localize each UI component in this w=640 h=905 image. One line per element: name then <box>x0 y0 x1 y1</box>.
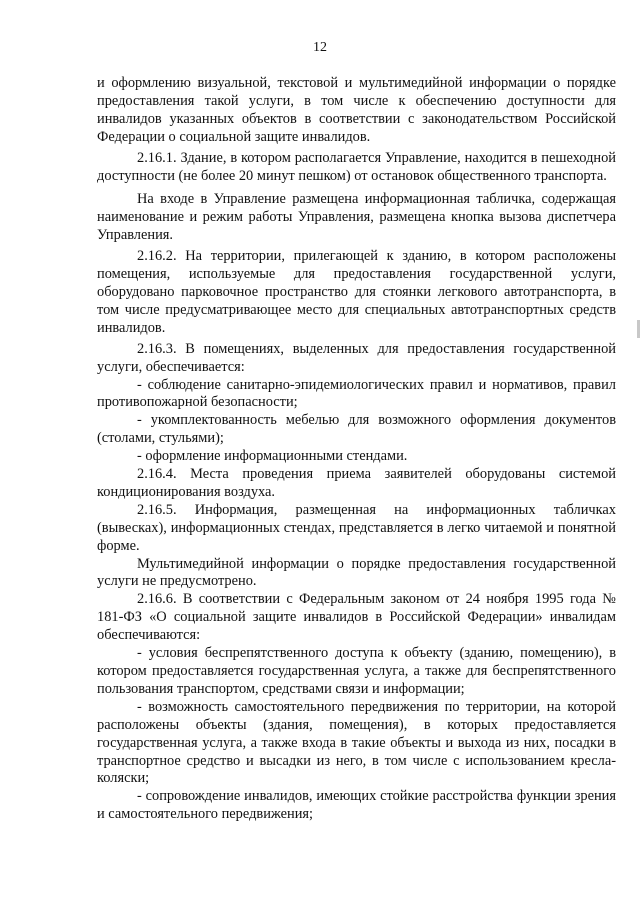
paragraph-2-16-6: 2.16.6. В соответствии с Федеральным законом от 24 ноября 1995 года № 181-ФЗ «О социальной защите инвалидов в Российской Федерации» инвалидам обеспечиваются: <box>97 591 616 644</box>
paragraph-continuation: и оформлению визуальной, текстовой и мультимедийной информации о порядке предоставления такой услуги, в том числе к обеспечению доступности для инвалидов указанных объектов в соответствии с законодательством Российской Федерации о социальной защите инвалидов. <box>97 75 616 145</box>
list-item-furniture: - укомплектованность мебелью для возможного оформления документов (столами, стульями); <box>97 412 616 447</box>
page-number: 12 <box>313 40 327 55</box>
document-body <box>97 75 616 824</box>
list-item-escort: - сопровождение инвалидов, имеющих стойкие расстройства функции зрения и самостоятельного передвижения; <box>97 788 616 823</box>
paragraph-2-16-1: 2.16.1. Здание, в котором располагается Управление, находится в пешеходной доступности (не более 20 минут пешком) от остановок общественного транспорта. <box>97 149 616 184</box>
list-item-independent-movement: - возможность самостоятельного передвижения по территории, на которой расположены объекты (здания, помещения), в которых предоставляется государственная услуга, а также входа в такие объекты и выхода из них, посадки в транспортное средство и высадки из него, в том числе с использованием кресла-коляски; <box>97 698 616 787</box>
paragraph-2-16-3: 2.16.3. В помещениях, выделенных для предоставления государственной услуги, обеспечивается: <box>97 340 616 375</box>
paragraph-multimedia: Мультимедийной информации о порядке предоставления государственной услуги не предусмотрено. <box>97 555 616 590</box>
paragraph-2-16-5: 2.16.5. Информация, размещенная на информационных табличках (вывесках), информационных стендах, представляется в легко читаемой и понятной форме. <box>97 501 616 554</box>
list-item-unobstructed-access: - условия беспрепятственного доступа к объекту (зданию, помещению), в котором предоставляется государственная услуга, а также для беспрепятственного пользования транспортом, средствами связи и информации; <box>97 645 616 697</box>
list-item-info-stands: - оформление информационными стендами. <box>137 448 408 465</box>
paragraph-2-16-4: 2.16.4. Места проведения приема заявителей оборудованы системой кондиционирования воздуха. <box>97 466 616 500</box>
paragraph-2-16-2: 2.16.2. На территории, прилегающей к зданию, в котором расположены помещения, используемые для предоставления государственной услуги, оборудовано парковочное пространство для стоянки легкового автотранспорта, в том числе предусматривающее место для специальных автотранспортных средств инвалидов. <box>97 248 616 336</box>
list-item-sanitary-rules: - соблюдение санитарно-эпидемиологических правил и нормативов, правил противопожарной безопасности; <box>97 376 616 411</box>
paragraph-entrance-sign: На входе в Управление размещена информационная табличка, содержащая наименование и режим работы Управления, размещена кнопка вызова диспетчера Управления. <box>97 191 616 244</box>
